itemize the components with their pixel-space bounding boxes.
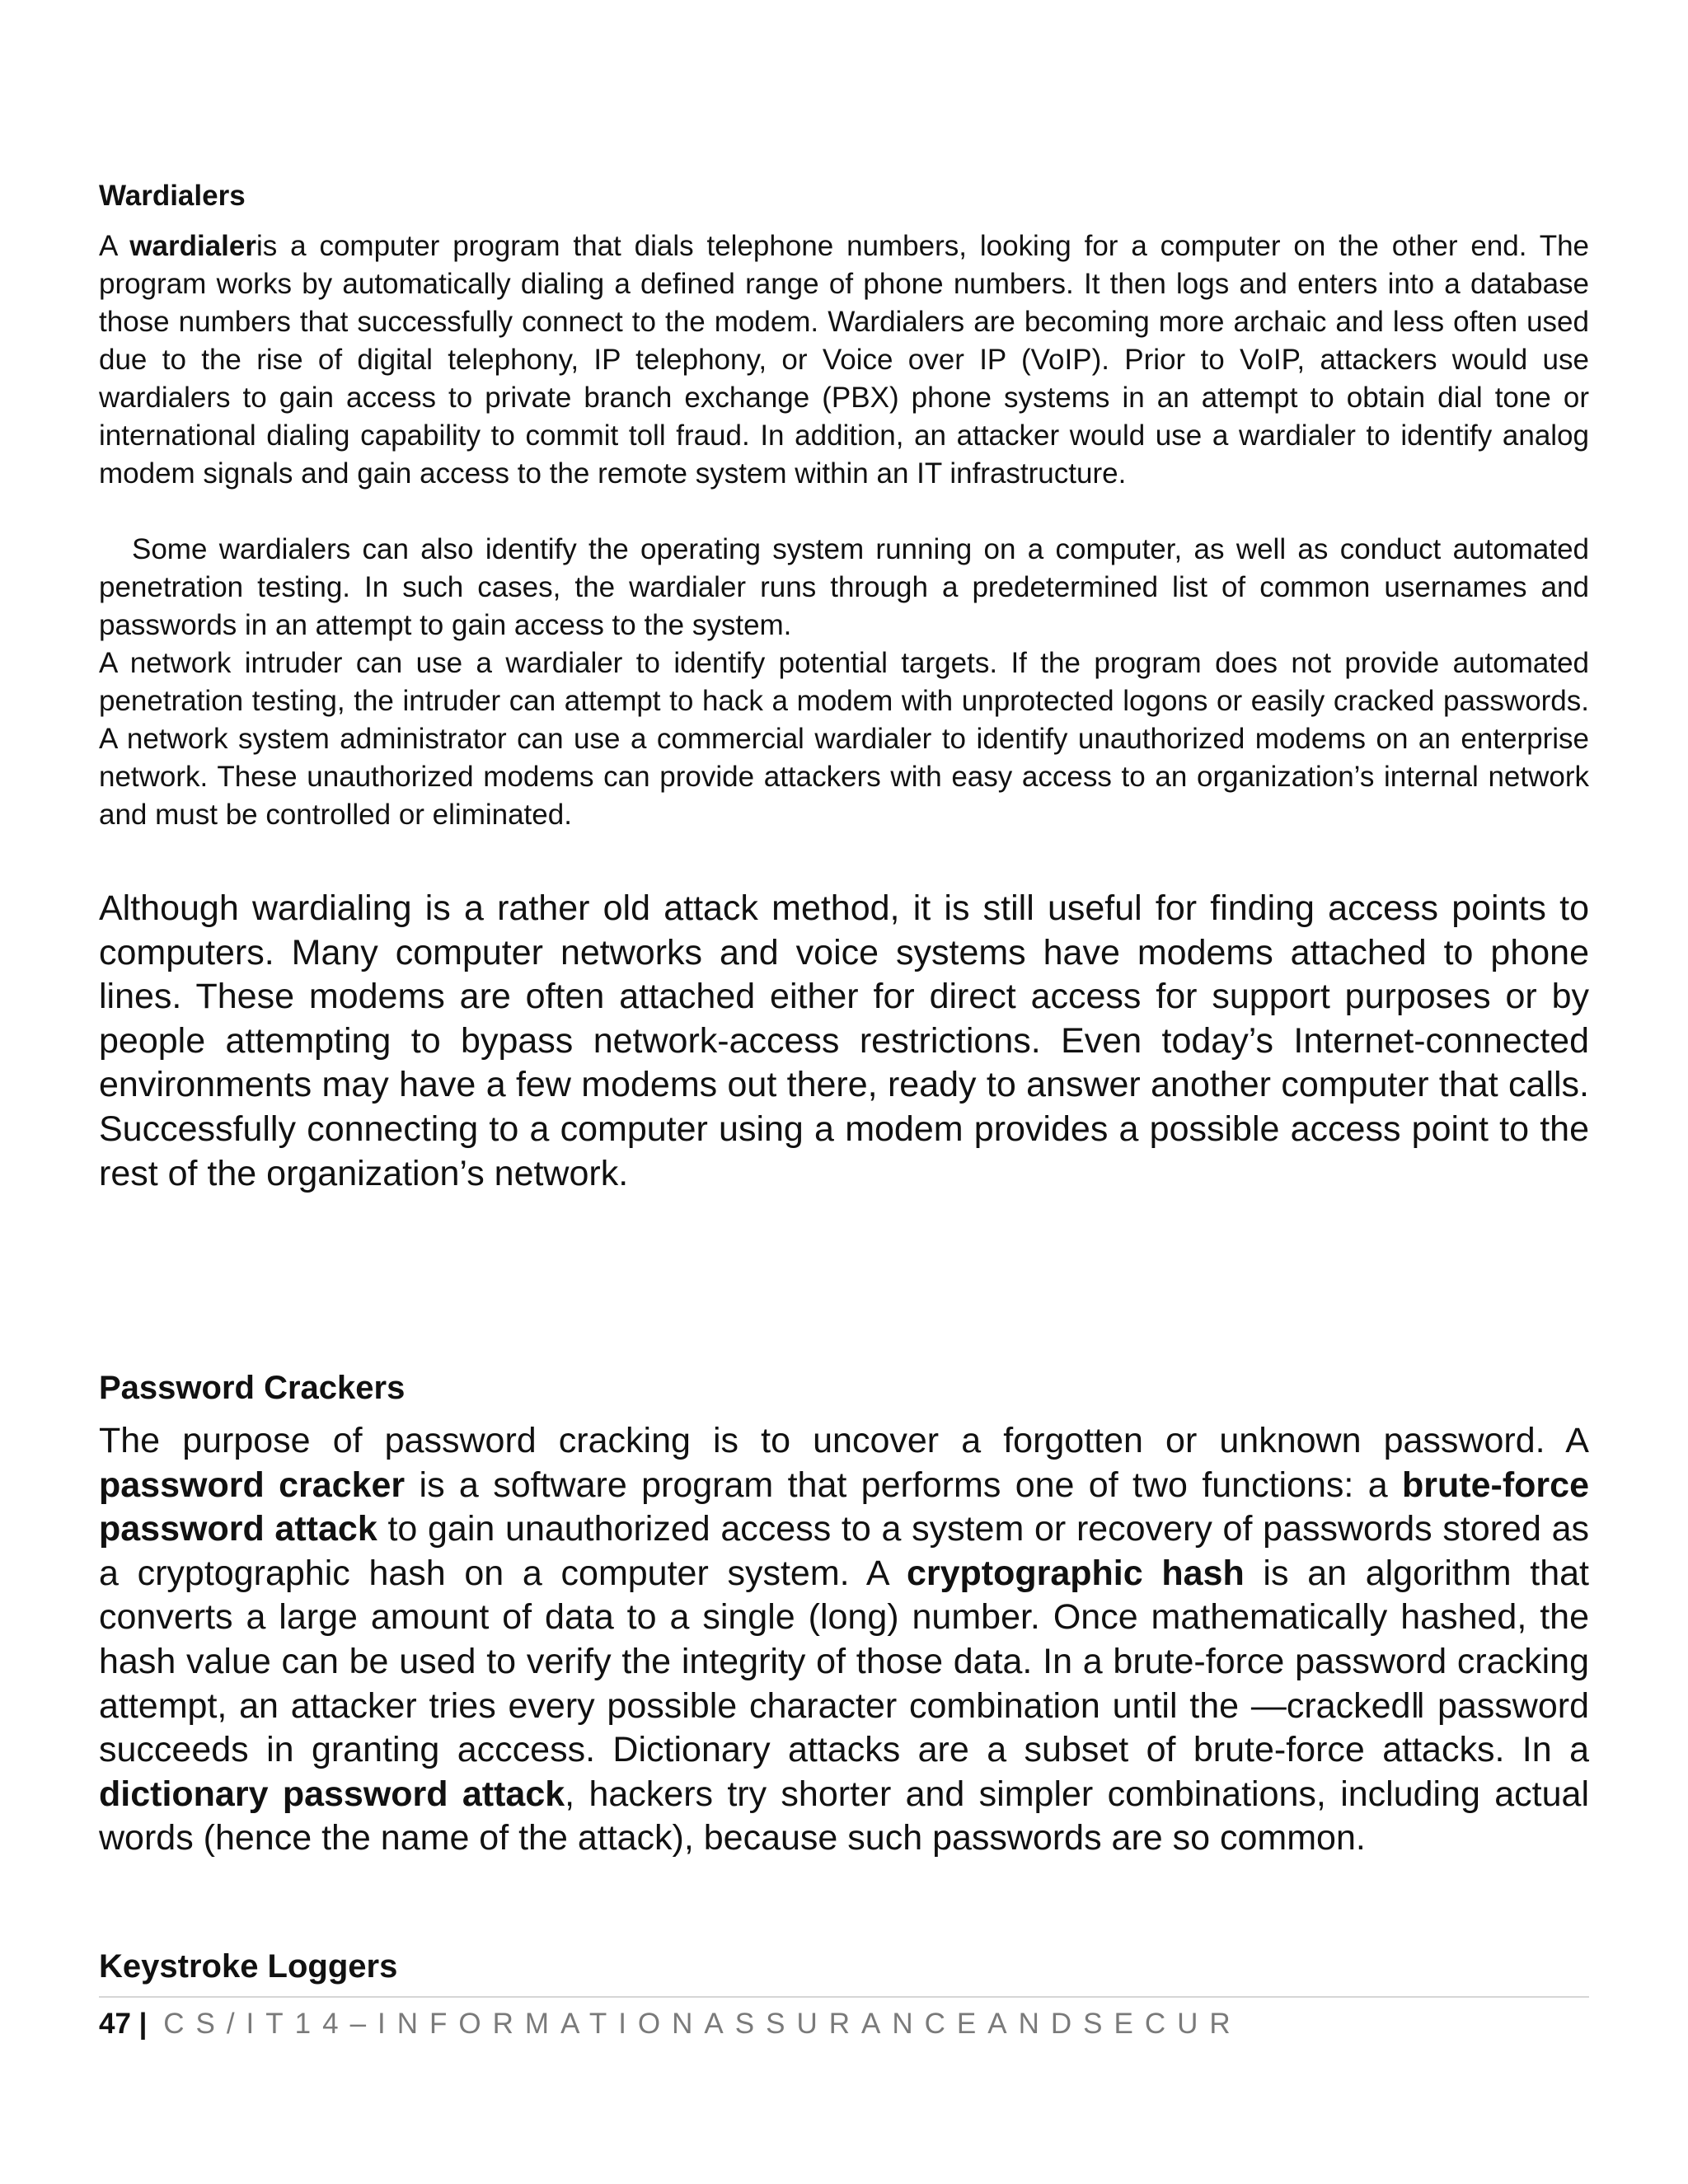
bold-term-brute-force-attack: brute-force password attack (99, 1465, 1589, 1549)
paragraph-network-intruder: A network intruder can use a wardialer to identify potential targets. If the program does not provide automated penetration testing, the intruder can attempt to hack a modem with unprotected logons or easily cracked passwords. A network system administrator can use a commercial wardialer to identify unauthorized modems on an enterprise network. These unauthorized modems can provide attackers with easy access to an organization’s internal network and must be controlled or eliminated. (99, 647, 1589, 831)
paragraph-wardialing-summary: Although wardialing is a rather old attack method, it is still useful for finding access points to computers. Many computer networks and voice systems have modems attached to phone lines. These modems are often attached either for direct access for support purposes or by people attempting to bypass network-access restrictions. Even today’s Internet-connected environments may have a few modems out there, ready to answer another computer that calls. Successfully connecting to a computer using a modem provides a possible access point to the rest of the organization’s network. (99, 888, 1589, 1193)
bold-term-wardialer: wardialer (129, 230, 256, 262)
section-heading-password-crackers: Password Crackers (99, 1370, 406, 1406)
paragraph-wardialer-penetration-testing: Some wardialers can also identify the operating system running on a computer, as well as conduct automated penetration testing. In such cases, the wardialer runs through a predetermined list of common usernames and passwords in an attempt to gain access to the system. (99, 533, 1589, 641)
bold-term-cryptographic-hash: cryptographic hash (906, 1553, 1245, 1593)
paragraph-text: is an algorithm that converts a large amount of data to a single (long) number. Once mathematically hashed, the hash value can be used to verify the integrity of those data. In a brute-force password cracking attempt, an attacker tries every possible character combination until the ―cracked‖ password succeeds in granting acccess. Dictionary attacks are a subset of brute-force attacks. In a (99, 1553, 1589, 1770)
paragraph-wardialer-definition (99, 227, 1589, 493)
document-page (99, 0, 1589, 2184)
bold-term-password-cracker: password cracker (99, 1465, 406, 1505)
paragraph-text: The purpose of password cracking is to uncover a forgotten or unknown password. A (99, 1421, 1589, 1460)
paragraph-password-crackers (99, 1419, 1589, 1861)
page-footer (99, 2008, 1242, 2041)
footer-divider (99, 1996, 1589, 1998)
paragraph-text: A (99, 230, 130, 262)
bold-term-dictionary-attack: dictionary password attack (99, 1774, 565, 1814)
paragraph-text: is a software program that performs one of two functions: a (405, 1465, 1403, 1505)
page-number: 47 (99, 2008, 131, 2040)
section-heading-wardialers: Wardialers (99, 180, 246, 212)
paragraph-text: is a computer program that dials telephone numbers, looking for a computer on the other end. The program works by automatically dialing a defined range of phone numbers. It then logs and enters into a database those numbers that successfully connect to the modem. Wardialers are becoming more archaic and less often used due to the rise of digital telephony, IP telephony, or Voice over IP (VoIP). Prior to VoIP, attackers would use wardialers to gain access to private branch exchange (PBX) phone systems in an attempt to obtain dial tone or international dialing capability to commit toll fraud. In addition, an attacker would use a wardialer to identify analog modem signals and gain access to the remote system within an IT infrastructure. (99, 230, 1590, 490)
footer-separator: | (138, 2008, 148, 2040)
course-title: CS/IT14–INFORMATIONASSURANCEANDSECUR (163, 2008, 1242, 2040)
section-heading-keystroke-loggers: Keystroke Loggers (99, 1948, 398, 1985)
paragraph-text: to gain unauthorized access to a system or recovery of passwords stored as a cryptographic hash on a computer system. A (99, 1509, 1589, 1593)
paragraph-text: , hackers try shorter and simpler combinations, including actual words (hence the name of the attack), because such passwords are so common. (99, 1774, 1590, 1858)
